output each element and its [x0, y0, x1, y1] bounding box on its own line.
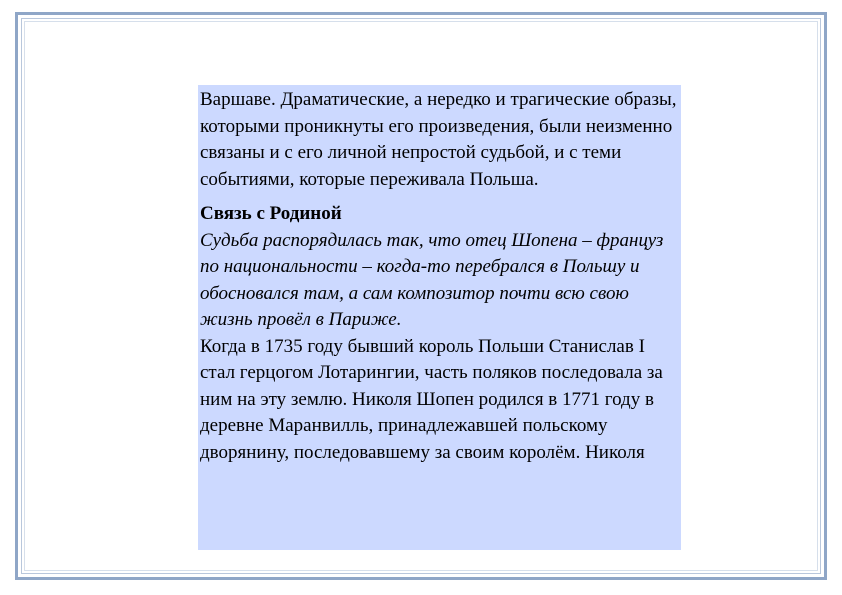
paragraph-intro: Варшаве. Драматические, а нередко и трагические образы, которыми проникнуты его произведения, были неизменно связаны и с его личной непростой судьбой, и с теми событиями, которые переживала Польша. [200, 89, 677, 190]
italic-paragraph: Судьба распорядилась так, что отец Шопена – француз по национальности – когда-то перебрался в Польшу и обосновался там, а сам композитор почти всю свою жизнь провёл в Париже. [200, 229, 664, 330]
section-heading: Связь с Родиной [200, 203, 342, 224]
text-box [198, 85, 681, 550]
paragraph-spacer [200, 193, 679, 201]
paragraph-history: Когда в 1735 году бывший король Польши Станислав I стал герцогом Лотарингии, часть поляков последовала за ним на эту землю. Николя Шопен родился в 1771 году в деревне Маранвилль, принадлежавшей польскому дворянину, последовавшему за своим королём. Николя [200, 335, 663, 463]
